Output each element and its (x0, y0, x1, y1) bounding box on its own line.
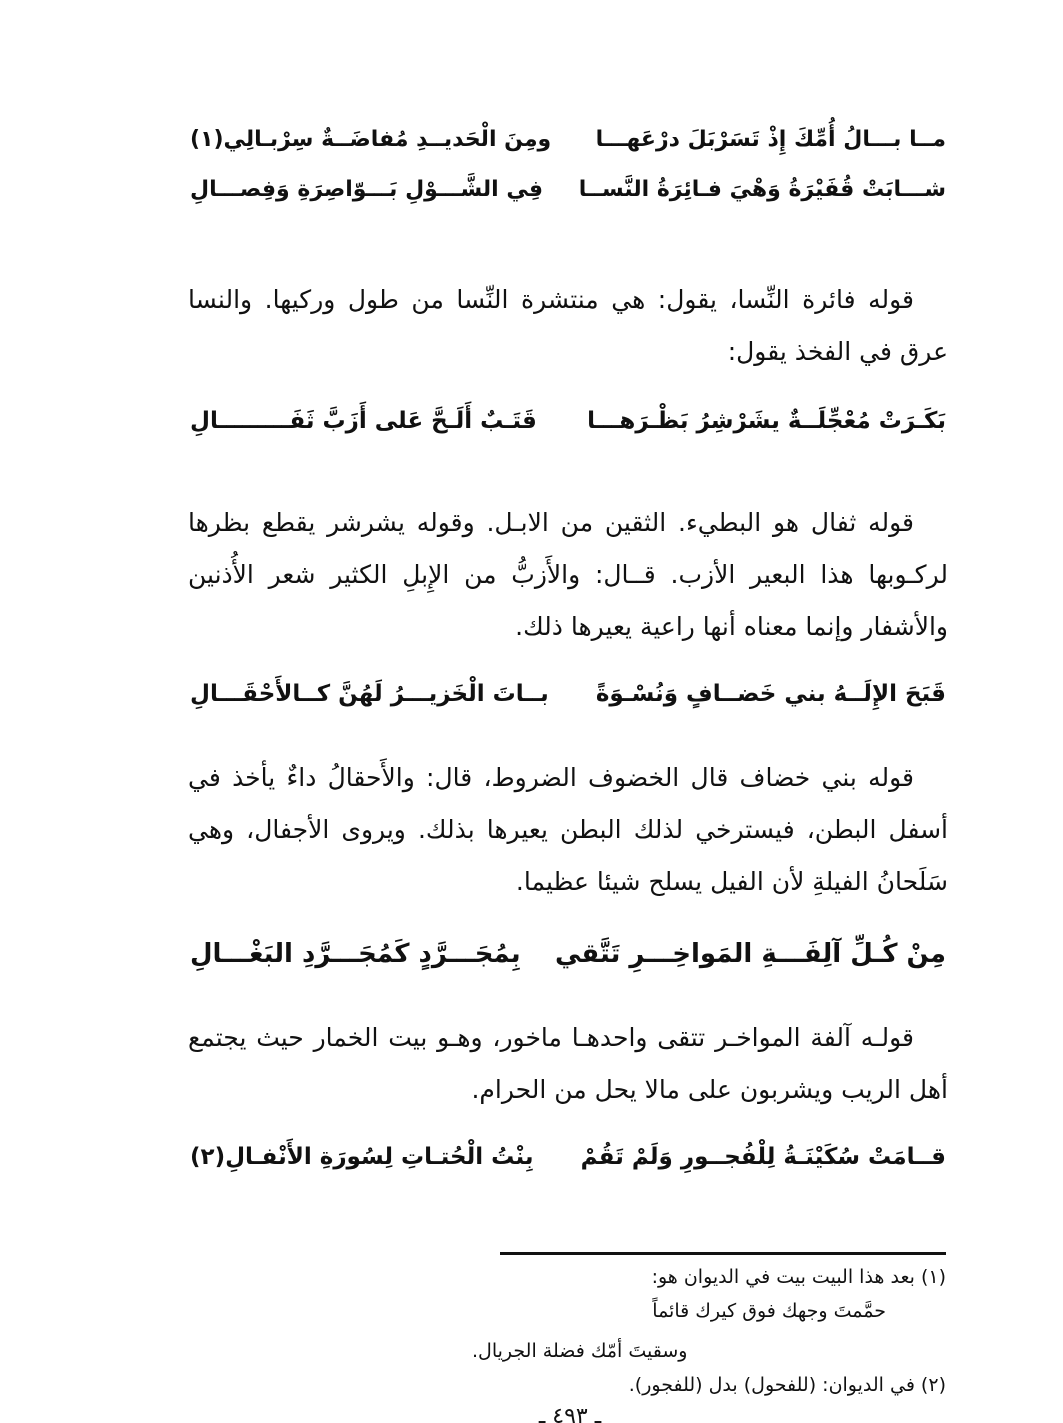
verse-left-hemistich: فِي الشَّـــوْلِ بَـــوّاصِرَةِ وَفِصـــالِ (190, 177, 544, 202)
verse-right-hemistich: مِنْ كُـلِّ آلِفَـــةِ المَواخِـــرِ تَتَّقي (554, 939, 946, 969)
verse-left-hemistich: بــاتَ الْخَزيـــرُ لَهُنَّ كــالأَحْقَـــالِ (190, 681, 549, 707)
commentary-text: قوله بني خضاف قال الخضوف الضروط، قال: والأَحقالُ داءٌ يأخذ في أسفل البطن، فيسترخي لذلك البطن يعيرها بذلك. ويروى الأجفال، وهي سَلَحانُ الفيلةِ لأن الفيل يسلح شيئا عظيما. (188, 763, 948, 896)
footnote-1: (١) بعد هذا البيت بيت في الديوان هو: (651, 1266, 946, 1288)
verse-line (190, 1129, 946, 1185)
verse-line (190, 666, 946, 722)
verse-left-hemistich: قَتَـبٌ أَلَـحَّ عَلى أَزَبَّ ثَفَـــــــــالِ (190, 408, 537, 434)
footnote-1-verse-second-text: وسقيتَ أمّك فضلة الجريال. (472, 1340, 688, 1362)
commentary-text: قوله ثفال هو البطيء. الثقين من الابـل. وقوله يشرشر يقطع بظرها لركـوبها هذا البعير الأزب. قــال: والأَزبُّ من الإِبلِ الكثير شعر الأُذنين والأشفار وإنما معناه أنها راعية يعيرها ذلك. (188, 508, 948, 641)
page-number: ـ ٤٩٣ ـ (538, 1404, 602, 1423)
verse-left-hemistich: ومِنَ الْحَديــدِ مُفاضَــةٌ سِرْبـالِي(١) (190, 127, 552, 152)
verse-right-hemistich: قــامَتْ سُكَيْنَـةُ لِلْفُجــورِ وَلَمْ تَقُمْ (580, 1144, 946, 1170)
footnote-1-verse-second (420, 1334, 946, 1368)
footnote-2: (٢) في الديوان: (للفحول) بدل (للفجور). (628, 1374, 946, 1396)
verse-line (190, 926, 946, 982)
commentary-text: قولـه آلفة المواخـر تتقى واحدهـا ماخور، وهـو بيت الخمار حيث يجتمع أهل الريب ويشربون على مالا يحل من الحرام. (188, 1023, 948, 1104)
footnote-1-verse-first (420, 1294, 946, 1328)
verse-left-hemistich: بِمُجَـــرَّدٍ كَمُجَـــرَّدِ البَغْـــالِ (190, 939, 521, 969)
verse-line (190, 393, 946, 449)
verse-line (190, 112, 946, 168)
footnote-1-verse-first-text: حمَّمتَ وجهك فوق كيرك قائماً (652, 1300, 886, 1322)
verse-right-hemistich: قَبَحَ الإِلَــهُ بني خَضــافٍ وَنُسْـوَةً (595, 681, 946, 707)
commentary-paragraph (188, 274, 948, 378)
commentary-paragraph (188, 1012, 948, 1116)
verse-line (190, 162, 946, 218)
verse-right-hemistich: مــا بـــالُ أُمِّكَ إِذْ تَسَرْبَلَ درْعَهـــا (595, 127, 946, 152)
verse-right-hemistich: بَكَـرَتْ مُعْجِّلَــةٌ يشَرْشِرُ بَظْـرَهـــا (587, 408, 946, 434)
verse-right-hemistich: شـــابَتْ قُفَيْرَةُ وَهْيَ فـائِرَةُ النَّســا (578, 177, 946, 202)
commentary-text: قوله فائرة النِّسا، يقول: هي منتشرة النِّسا من طول وركيها. والنسا عرق في الفخذ يقول: (188, 285, 948, 366)
footnote-separator (500, 1252, 946, 1255)
verse-left-hemistich: بِنْتُ الْحُتـاتِ لِسُورَةِ الأَنْفـالِ(٢) (190, 1144, 534, 1170)
commentary-paragraph (188, 752, 948, 908)
commentary-paragraph (188, 497, 948, 653)
